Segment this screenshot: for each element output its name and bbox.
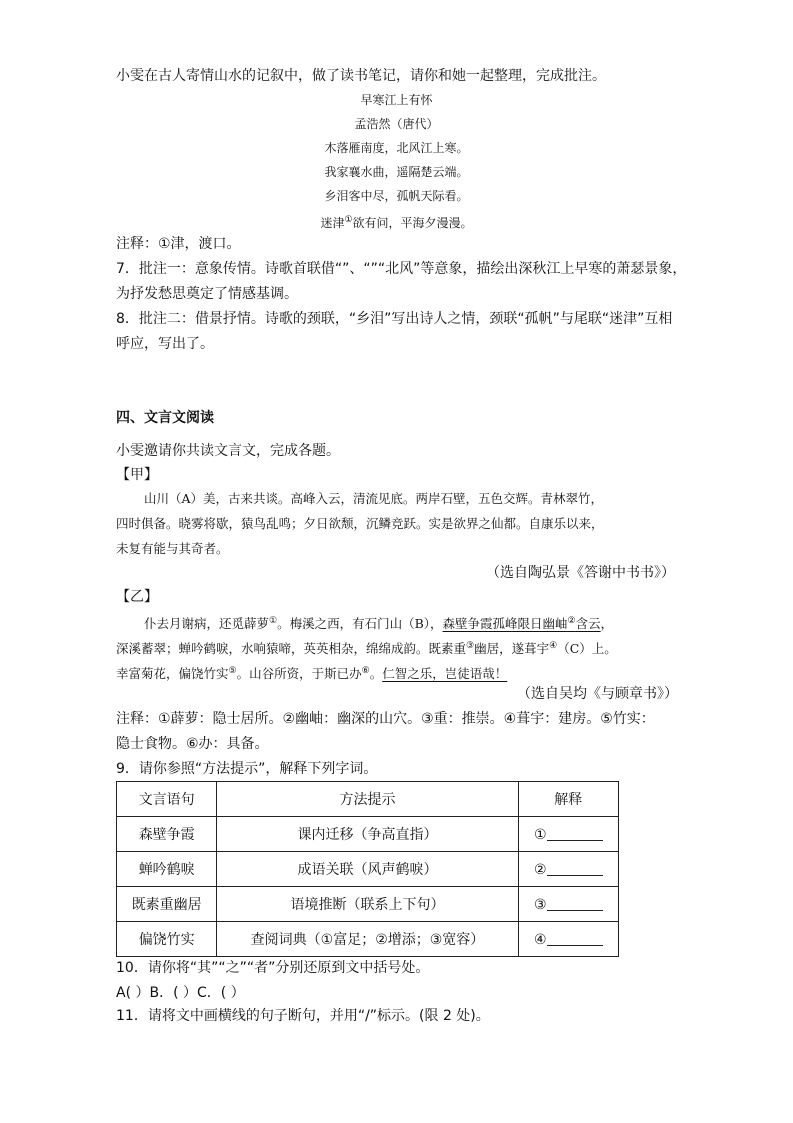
passage-jia-line-2: 四时俱备。晓雾将歇，猿鸟乱鸣；夕日欲颓，沉鳞竞跃。实是欲界之仙都。自康乐以来， xyxy=(116,516,604,531)
passage-yi-label: 【乙】 xyxy=(116,589,158,605)
poem-line-4 xyxy=(0,211,793,232)
question-10: 10．请你将“其”“之”“者”分别还原到文中括号处。 xyxy=(116,960,430,976)
footnote-mark: ⑤ xyxy=(228,666,237,676)
question-11: 11．请将文中画横线的句子断句，并用“/”标示。(限 2 处)。 xyxy=(116,1008,490,1024)
question-9: 9．请你参照“方法提示”，解释下列字词。 xyxy=(116,761,378,777)
footnote-mark: ① xyxy=(344,215,353,225)
question-8-line-1: 8．批注二：借景抒情。诗歌的颈联，“乡泪”写出诗人之情，颈联“孤帆”与尾联“迷津”互相 xyxy=(116,311,673,327)
method-cell: 查阅词典（①富足；②增添；③宽容） xyxy=(217,922,518,957)
answer-number: ① xyxy=(534,826,547,843)
answer-number: ③ xyxy=(534,896,547,913)
table-row xyxy=(117,852,619,887)
passage-yi-text: ， xyxy=(600,616,614,632)
answer-cell xyxy=(518,817,618,852)
poem-line-3: 乡泪客中尽，孤帆天际看。 xyxy=(324,189,469,203)
method-table xyxy=(116,781,619,957)
passage-yi-line-3 xyxy=(116,661,507,684)
passage-yi-text: （C）上。 xyxy=(557,641,617,657)
table-header-cell: 文言语句 xyxy=(117,782,217,817)
answer-blank[interactable] xyxy=(547,826,603,841)
section4-intro: 小雯邀请你共读文言文，完成各题。 xyxy=(116,443,340,459)
answer-cell xyxy=(518,922,618,957)
passage-notes-line-1: 注释：①薜萝：隐士居所。②幽岫：幽深的山穴。③重：推崇。④葺宇：建房。⑤竹实： xyxy=(116,711,655,727)
answer-blank[interactable] xyxy=(547,931,603,946)
table-row xyxy=(117,922,619,957)
answer-cell xyxy=(518,887,618,922)
table-row xyxy=(117,887,619,922)
method-cell: 语境推断（联系上下句） xyxy=(217,887,518,922)
table-header-cell: 解释 xyxy=(518,782,618,817)
passage-yi-text: 。山谷所资，于斯已办 xyxy=(236,666,362,682)
underlined-sentence: 仁智之乐，岂徒语哉！ xyxy=(382,666,508,682)
passage-yi-text: 幽居，遂葺宇 xyxy=(474,641,550,657)
footnote-mark: ⑥ xyxy=(361,666,370,676)
question-10-options: A( ）B．( ）C．( ） xyxy=(116,985,245,1001)
table-row xyxy=(117,817,619,852)
passage-yi-text: 。梅溪之西，有石门山（B）， xyxy=(277,616,443,632)
underlined-text: 森壁争霞孤峰限日幽岫 xyxy=(442,616,568,632)
answer-blank[interactable] xyxy=(547,861,603,876)
phrase-cell: 既素重幽居 xyxy=(117,887,217,922)
footnote-mark: ① xyxy=(269,616,278,626)
table-header-row xyxy=(117,782,619,817)
phrase-cell: 偏饶竹实 xyxy=(117,922,217,957)
section4-heading: 四、文言文阅读 xyxy=(116,410,214,426)
phrase-cell: 蝉吟鹤唳 xyxy=(117,852,217,887)
poem-line-4-prefix: 迷津 xyxy=(320,216,345,230)
passage-yi-line-2 xyxy=(116,636,617,659)
method-cell: 成语关联（风声鹤唳） xyxy=(217,852,518,887)
passage-yi-text: 。 xyxy=(369,666,383,682)
passage-jia-line-3: 未复有能与其奇者。 xyxy=(116,541,229,556)
passage-yi-line-1 xyxy=(144,611,613,634)
passage-jia-source: （选自陶弘景《答谢中书书》） xyxy=(486,565,675,581)
answer-cell xyxy=(518,852,618,887)
passage-yi-source: （选自吴均《与顾章书》） xyxy=(517,686,678,702)
question-7-line-1: 7．批注一：意象传情。诗歌首联借“”、“”“北风”等意象，描绘出深秋江上早寒的萧瑟景象， xyxy=(116,261,687,277)
poem-line-2: 我家襄水曲，遥隔楚云端。 xyxy=(324,165,469,179)
footnote-mark: ③ xyxy=(466,641,475,651)
poem-note: 注释：①津，渡口。 xyxy=(116,236,241,252)
passage-jia-line-1: 山川（A）美，古来共谈。高峰入云，清流见底。两岸石壁，五色交辉。青林翠竹， xyxy=(144,491,604,506)
underlined-sentence xyxy=(443,616,601,631)
passage-yi-text: 深溪蓄翠；蝉吟鹤唳，水响猿啼，英英相杂，绵绵成韵。既素重 xyxy=(116,641,467,657)
table-header-cell: 方法提示 xyxy=(217,782,518,817)
question-7-line-2: 为抒发愁思奠定了情感基调。 xyxy=(116,286,298,302)
answer-blank[interactable] xyxy=(547,896,603,911)
passage-jia-label: 【甲】 xyxy=(116,467,158,483)
passage-yi-text: 仆去月谢病，还觅薜萝 xyxy=(144,616,270,632)
passage-yi-text: 幸富菊花，偏饶竹实 xyxy=(116,666,229,682)
section3-intro: 小雯在古人寄情山水的记叙中，做了读书笔记，请你和她一起整理，完成批注。 xyxy=(116,68,606,84)
method-cell: 课内迁移（争高直指） xyxy=(217,817,518,852)
footnote-mark: ② xyxy=(567,616,576,626)
passage-notes-line-2: 隐士食物。⑥办：具备。 xyxy=(116,736,269,752)
answer-number: ② xyxy=(534,861,547,878)
poem-title: 早寒江上有怀 xyxy=(360,93,433,107)
answer-number: ④ xyxy=(534,931,547,948)
poem-line-1: 木落雁南度，北风江上寒。 xyxy=(324,141,469,155)
phrase-cell: 森壁争霞 xyxy=(117,817,217,852)
footnote-mark: ④ xyxy=(549,641,558,651)
poem-author: 孟浩然（唐代） xyxy=(354,117,439,131)
poem-line-4-suffix: 欲有问，平海夕漫漫。 xyxy=(352,216,473,230)
question-8-line-2: 呼应，写出了。 xyxy=(116,336,214,352)
underlined-text: 含云 xyxy=(575,616,601,632)
